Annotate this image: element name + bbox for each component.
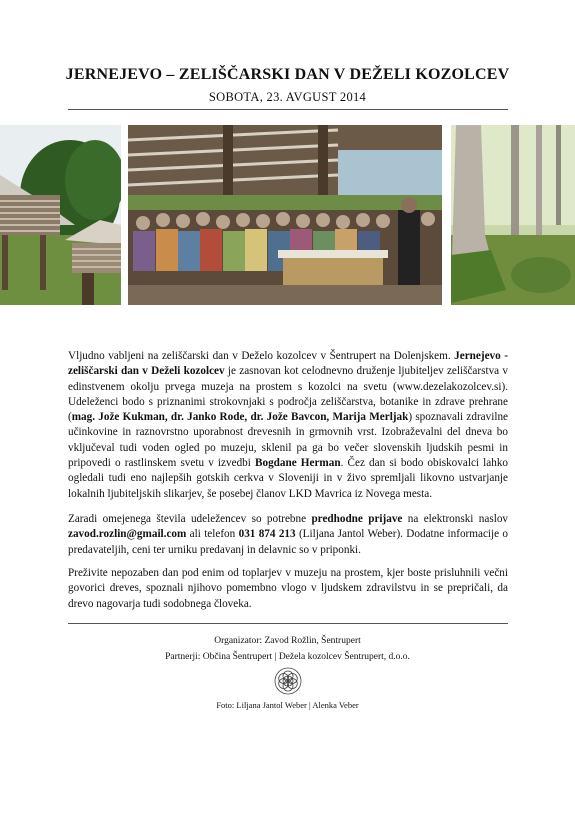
event-date: SOBOTA, 23. AVGUST 2014 xyxy=(208,90,367,104)
intro-paragraph xyxy=(68,349,508,502)
contact-email[interactable]: zavod.rozlin@gmail.com xyxy=(68,528,187,541)
flower-of-life-icon xyxy=(274,667,302,700)
photo-credit: Foto: Liljana Jantol Weber | Alenka Veber xyxy=(216,700,359,710)
intro-text-1: Vljudno vabljeni na zeliščarski dan v Deželo kozolcev v Šentrupert na Dolenjskem. xyxy=(68,350,455,362)
registration-text-1: Zaradi omejenega števila udeležencev so potrebne xyxy=(68,513,312,525)
header-divider xyxy=(68,109,508,110)
forest-tree-photo xyxy=(451,125,575,305)
lecturers: mag. Jože Kukman, dr. Janko Rode, dr. Jože Bavcon, Marija Merljak xyxy=(71,411,409,424)
footer-divider xyxy=(68,623,508,624)
closing-text: Preživite nepozaben dan pod enim od toplarjev v muzeju na prostem, kjer boste prisluhnili večni govorici dreves, spoznali njihovo pomembno vlogo v ljudskem zdravilstvu in se prepričali, da drevo nagovarja tudi sodobnega človeka. xyxy=(68,567,508,610)
kozolec-hayrack-photo xyxy=(0,125,121,305)
registration-paragraph xyxy=(68,512,508,558)
registration-text-3: ali telefon xyxy=(186,528,239,541)
registration-text-2: na elektronski naslov xyxy=(402,513,509,525)
intro-text-4: . Čez dan si bodo obiskovalci lahko ogledali tudi eno najlepših gotskih cerkva v Sloveniji in v živo spremljali likovno ustvarjanje lokalnih ljubiteljskih slikarjev, še posebej članov LKD Mavrica iz Novega mesta. xyxy=(68,457,509,500)
performer-name: Bogdane Herman xyxy=(255,457,341,470)
page-title: JERNEJEVO – ZELIŠČARSKI DAN V DEŽELI KOZOLCEV xyxy=(65,66,510,83)
partners: Partnerji: Občina Šentrupert | Dežela kozolcev Šentrupert, d.o.o. xyxy=(165,652,410,662)
intro-text-3: ) spoznavali zdravilne učinkovine in raznovrstno uporabnost drevesnih in grmovnih vrst. Izobraževalni del dneva bo vključeval tudi voden ogled po muzeju, sklenil pa ga bo večer slovenskih ljudskih pesmi in pripovedi o rastlinskem svetu v izvedbi xyxy=(68,411,509,470)
contact-phone: 031 874 213 xyxy=(238,528,296,541)
registration-required: predhodne prijave xyxy=(311,513,403,525)
intro-text-2: je zasnovan kot celodnevno druženje ljubiteljev zeliščarstva v edinstvenem okolju prvega muzeja na prostem s kozolci na svetu (www.dezelakozolcev.si). Udeleženci bodo s priznanimi strokovnjaki s področja zeliščarstva, botanike in zdrave prehrane ( xyxy=(68,365,508,424)
lecture-under-kozolec-photo xyxy=(128,125,442,305)
organizer: Organizator: Zavod Rožlin, Šentrupert xyxy=(214,636,361,646)
event-name: Jernejevo - zeliščarski dan v Deželi kozolcev xyxy=(68,350,508,378)
registration-text-4: (Liljana Jantol Weber). Dodatne informacije o predavateljih, ceni ter urniku predavanj in delavnic so v priponki. xyxy=(68,528,509,556)
closing-paragraph xyxy=(68,566,508,612)
